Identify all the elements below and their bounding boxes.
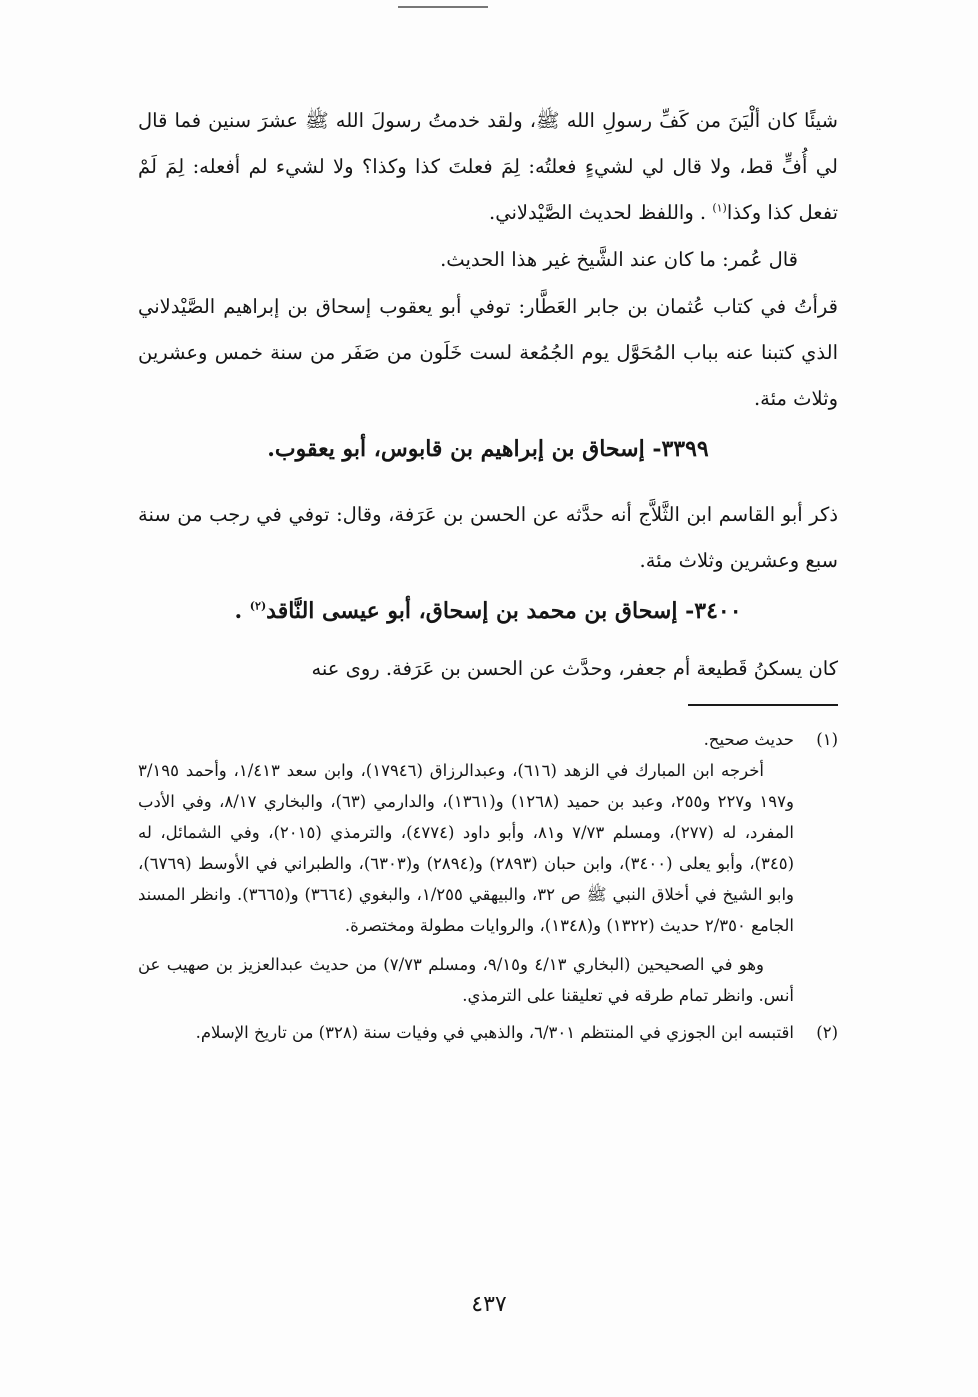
- main-paragraph-2: [138, 237, 838, 283]
- heading-text: ٣٤٠٠- إسحاق بن محمد بن إسحاق، أبو عيسى النَّاقد: [266, 598, 742, 624]
- heading-text: .: [234, 598, 250, 624]
- footnote-ref-1[interactable]: (١): [712, 201, 727, 215]
- page-number: ٤٣٧: [471, 1292, 507, 1317]
- footnote-number: (٢): [816, 1023, 838, 1042]
- footnote-text: أخرجه ابن المبارك في الزهد (٦١٦)، وعبدالرزاق (١٧٩٤٦)، وابن سعد ١/٤١٣، وأحمد ٣/١٩٥ و١٩٧ و٢٢٧ و٢٥٥، وعبد بن حميد (١٢٦٨) و(١٣٦١)، والدارمي (٦٣)، والبخاري ٨/١٧، وفي الأدب المفرد، له (٢٧٧)، ومسلم ٧/٧٣ و٨١، وأبو داود (٤٧٧٤)، والترمذي (٢٠١٥)، وفي الشمائل، له (٣٤٥)، وأبو يعلى (٣٤٠٠)، وابن حبان (٢٨٩٣) و(٢٨٩٤) و(٦٣٠٣)، والطبراني في الأوسط (٦٧٦٩)، وابو الشيخ في أخلاق النبي ﷺ ص ٣٢، والبيهقي ١/٢٥٥، والبغوي (٣٦٦٤) و(٣٦٦٥). وانظر المسند الجامع ٢/٣٥٠ حديث (١٣٢٢) و(١٣٤٨)، والروايات مطولة ومختصرة.: [138, 761, 795, 935]
- main-paragraph-5: [138, 646, 838, 692]
- main-paragraph-4: [138, 492, 838, 584]
- footnote-number: (١): [816, 730, 838, 749]
- main-paragraph-3: [138, 284, 838, 422]
- footnote-text: اقتبسه ابن الجوزي في المنتظم ٦/٣٠١، والذهبي في وفيات سنة (٣٢٨) من تاريخ الإسلام.: [195, 1023, 794, 1042]
- footnote-separator: [688, 704, 838, 706]
- entry-heading-3399: ٣٣٩٩- إسحاق بن إبراهيم بن قابوس، أبو يعقوب.: [267, 436, 709, 462]
- footnote-text: وهو في الصحيحين (البخاري ٤/١٣ و٩/١٥، ومسلم ٧/٧٣) من حديث عبدالعزيز بن صهيب عن أنس. وانظر تمام طرقه في تعليقنا على الترمذي.: [138, 955, 794, 1005]
- paragraph-text: كان يسكنُ قَطيعة أم جعفر، وحدَّث عن الحسن بن عَرَفة. روى عنه: [311, 657, 838, 680]
- footnote-ref-2[interactable]: (٢): [249, 599, 267, 613]
- entry-heading-3400: [138, 588, 838, 634]
- footnotes: [138, 724, 838, 1048]
- main-paragraph-1: [138, 98, 838, 236]
- paragraph-text: قرأتُ في كتاب عُثمان بن جابر العَطَّار: توفي أبو يعقوب إسحاق بن إبراهيم الصَّيْدلاني الذي كتبنا عنه بباب المُحَوَّل يوم الجُمُعة لست خَلَون من صَفَر من سنة خمس وعشرين وثلاث مئة.: [138, 295, 838, 410]
- paragraph-text: ذكر أبو القاسم ابن الثَّلاَّج أنه حدَّثه عن الحسن بن عَرَفة، وقال: توفي في رجب من سنة سبع وعشرين وثلاث مئة.: [138, 503, 838, 572]
- footnote-1: [138, 724, 838, 1011]
- paragraph-text: . واللفظ لحديث الصَّيْدلاني.: [489, 201, 713, 224]
- footnote-2: [138, 1017, 838, 1048]
- paragraph-text: قال عُمر: ما كان عند الشَّيخ غير هذا الحديث.: [440, 248, 798, 271]
- top-scan-mark: [398, 6, 488, 8]
- footnote-text: حديث صحيح.: [703, 730, 794, 749]
- paragraph-text: شيئًا كان ألْيَنَ من كَفِّ رسولِ الله ﷺ، ولقد خدمتُ رسولَ الله ﷺ عشرَ سنين فما قال لي أُفٍّ قط، ولا قال لي لشيءٍ فعلتُه: لِمَ فعلتَ كذا وكذا؟ ولا لشيء لم أفعله: لِمَ لَمْ تفعل كذا وكذا: [138, 109, 838, 224]
